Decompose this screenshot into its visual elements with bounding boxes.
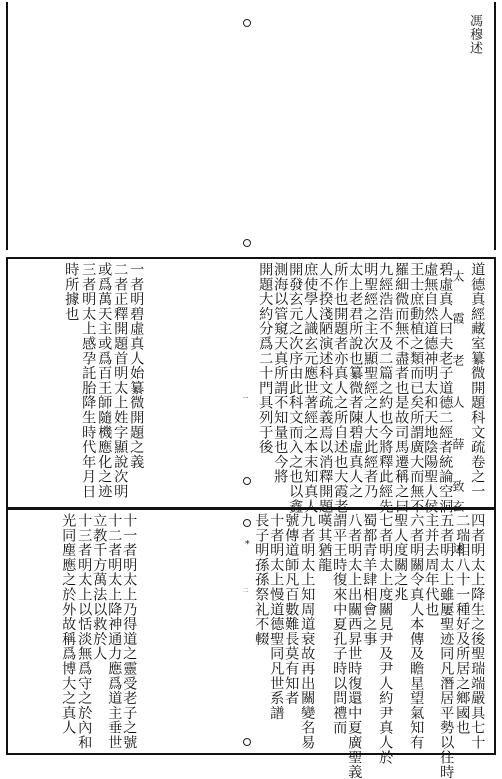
bottom-page-number: 二 [241, 587, 248, 593]
binding-hole-mid-2 [243, 477, 251, 485]
bottom-column-7: 七者明太上度關見尹及尹人約尹真人於 [377, 513, 394, 765]
middle-column-12: 庶使學人識玄元應世著經之本末知真人 [302, 262, 319, 514]
middle-column-4: 虛無自然道德神明太和天地陰陽聖人侯 [422, 262, 439, 514]
middle-column-10: 所作也開題者亦真人之所自述也大霞老 [332, 262, 349, 514]
bottom-column-10: 謂平王時復來中夏孔子時以問禮而 [331, 513, 348, 735]
bottom-column-18: 立教千方萬法以救於人 [91, 513, 108, 661]
bottom-column-16: 十一者明太上乃得道之靈受老子之號 [121, 513, 138, 750]
middle-column-16: 一者明碧虛真人始纂微開題之義 [128, 262, 145, 470]
binding-hole-top [243, 19, 251, 27]
middle-column-17: 二者正釋開題首明太上姓字顯說次明 [112, 262, 129, 499]
middle-column-20: 時所據也 [63, 262, 80, 322]
middle-column-8: 明聖經之主次顯聖經之人大此經者乃 [362, 262, 379, 499]
middle-column-15: 開題大約分爲二十門具列于後 [257, 262, 274, 455]
middle-column-9: 太上老君所說也纂微者陳碧虛真人之 [347, 262, 364, 499]
bottom-column-4: 主并去周年代也 [423, 513, 440, 617]
bottom-column-12: 九者明太上知周道衰故再出關變名易 [299, 513, 316, 750]
middle-column-14: 測海以管窺天真所謂不知量也今將 [272, 262, 289, 484]
middle-column-13: 開發玄元之次序由此科文而入之也以鑫 [287, 262, 304, 514]
middle-column-3: 碧虛真人曰夫老子道德二經者統論空洞 [437, 262, 454, 514]
bottom-column-17: 十二者明太上降神通力應爲道主垂世 [106, 513, 123, 750]
bottom-column-9: 八者明太上出關西昇世時復還中夏廣聖義 [346, 513, 363, 779]
binding-hole-mid [243, 239, 251, 247]
bottom-column-14: 十者明太上慢道德聖同凡世系譜 [268, 513, 285, 721]
header-title: 馮穆述 [467, 14, 482, 55]
middle-column-7: 九經浩浩不及二篇之約也今將釋此經先 [377, 262, 394, 514]
binding-hole-bottom-2 [243, 738, 251, 746]
asterisk-mark: * [245, 540, 250, 550]
middle-column-5: 王士庶動植之類而已矣所謂廣大而無不 [408, 262, 425, 514]
bottom-column-6: 聖人度關之兆 [392, 513, 409, 602]
bottom-column-20: 光同塵應之於外故稱爲博大之真人 [60, 513, 77, 735]
bottom-column-15: 長子明孫孫祭礼不輟 [253, 513, 270, 647]
middle-column-1: 道德真經藏室纂微開題科文疏卷之一 [469, 262, 486, 499]
middle-column-11: 人不揆淺陋演述科文疏義焉以消釋開題 [317, 262, 334, 514]
middle-column-6: 羅細微而無不盡者也是故司馬遷稱之曰 [393, 262, 410, 514]
bottom-column-11: 嘆其猶龍 [316, 513, 333, 573]
bottom-column-2: 二瑞相八十一種好及所居之鄉國也 [454, 513, 471, 735]
middle-column-19: 三者明太上感孕託胎降生時代年月日 [80, 262, 97, 499]
middle-page-number: 一 [241, 395, 248, 401]
binding-hole-bottom [243, 519, 251, 527]
bottom-column-8: 蜀都青羊肆相會之事 [361, 513, 378, 647]
top-page [6, 2, 496, 250]
middle-column-18: 或爲萬天主或爲百王師隨機應化之迹 [96, 262, 113, 499]
bottom-column-19: 十三者明太上以恬淡無爲守之於內和 [76, 513, 93, 750]
bottom-column-1: 四者明太上降生之後聖瑞端嚴具七十 [469, 513, 486, 750]
bottom-column-5: 六者明關令真人本傳及瞻星望氣知有 [408, 513, 425, 750]
middle-column-2: 太 霞 老 人 薛 致玄 述 [451, 270, 465, 562]
bottom-column-3: 五者明太上雖屢聖迹同凡潛居平勢以往時 [438, 513, 455, 779]
bottom-column-13: 號傳道師凡百數難長莫有知者 [283, 513, 300, 706]
